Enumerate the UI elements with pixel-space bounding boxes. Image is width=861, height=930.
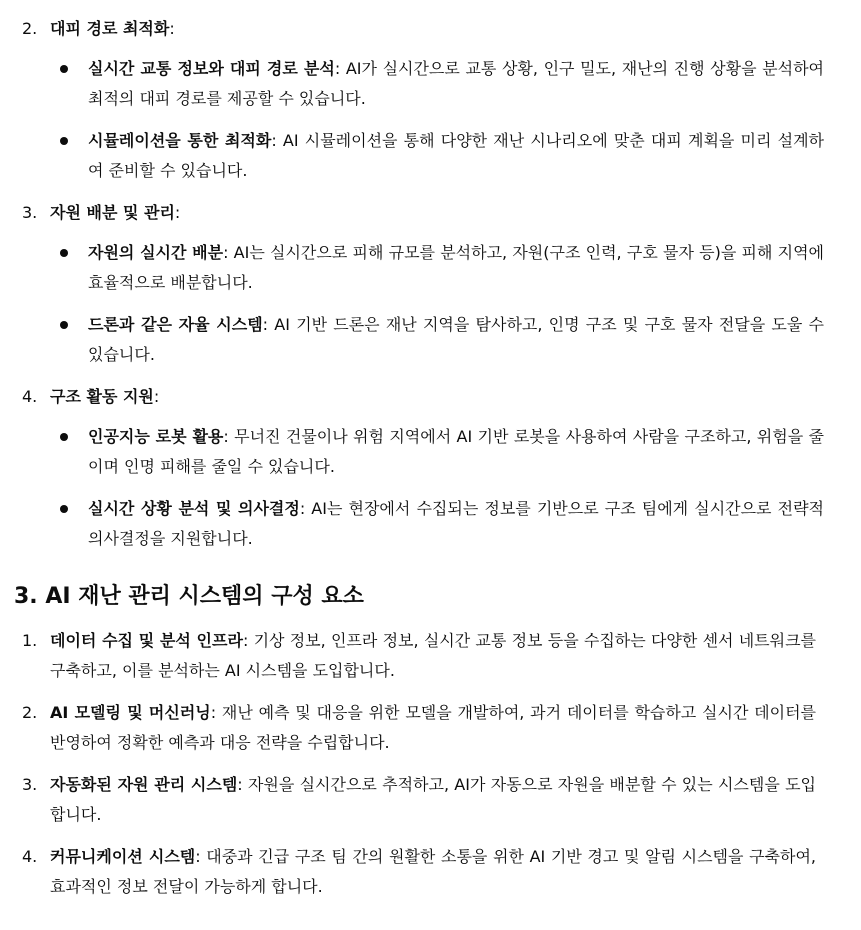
bullet-item bbox=[0, 126, 861, 188]
list-number: 2. bbox=[22, 703, 38, 722]
bullet-dot bbox=[60, 65, 68, 73]
list-item-heading bbox=[50, 382, 820, 412]
list-item-text bbox=[50, 626, 816, 686]
component-item bbox=[0, 698, 861, 760]
bullet-body: : 무너진 건물이나 위험 지역에서 AI 기반 로봇을 사용하여 사람을 구조하고, 위험을 줄이며 인명 피해를 줄일 수 있습니다. bbox=[88, 427, 824, 476]
list-item-title: 대피 경로 최적화 bbox=[50, 19, 170, 38]
bullet-text bbox=[88, 238, 824, 298]
list-item-body: : 자원을 실시간으로 추적하고, AI가 자동으로 자원을 배분할 수 있는 시스템을 도입합니다. bbox=[50, 775, 816, 824]
component-item bbox=[0, 626, 861, 688]
bullet-dot bbox=[60, 321, 68, 329]
bullet-title: 실시간 상황 분석 및 의사결정 bbox=[88, 499, 300, 518]
list-number: 4. bbox=[22, 847, 38, 866]
list-number: 3. bbox=[22, 203, 38, 222]
list-item-evacuation-route bbox=[0, 14, 861, 44]
list-item-body: : 재난 예측 및 대응을 위한 모델을 개발하여, 과거 데이터를 학습하고 실시간 데이터를 반영하여 정확한 예측과 대응 전략을 수립합니다. bbox=[50, 703, 817, 752]
bullet-text bbox=[88, 54, 824, 114]
bullet-dot bbox=[60, 137, 68, 145]
bullet-title: 실시간 교통 정보와 대피 경로 분석 bbox=[88, 59, 335, 78]
list-item-rescue-support bbox=[0, 382, 861, 412]
bullet-text bbox=[88, 422, 824, 482]
bullet-item bbox=[0, 238, 861, 300]
list-item-colon: : bbox=[174, 203, 181, 222]
list-item-title: 자동화된 자원 관리 시스템 bbox=[50, 775, 238, 794]
list-item-body: : 대중과 긴급 구조 팀 간의 원활한 소통을 위한 AI 기반 경고 및 알림 시스템을 구축하여, 효과적인 정보 전달이 가능하게 합니다. bbox=[50, 847, 816, 896]
bullet-body: : AI 기반 드론은 재난 지역을 탐사하고, 인명 구조 및 구호 물자 전달을 도울 수 있습니다. bbox=[88, 315, 824, 364]
list-item-resource-allocation bbox=[0, 198, 861, 228]
bullet-body: : AI는 실시간으로 피해 규모를 분석하고, 자원(구조 인력, 구호 물자 등)을 피해 지역에 효율적으로 배분합니다. bbox=[88, 243, 824, 292]
list-item-heading bbox=[50, 198, 820, 228]
list-item-title: AI 모델링 및 머신러닝 bbox=[50, 703, 211, 722]
list-number: 1. bbox=[22, 631, 38, 650]
component-item bbox=[0, 770, 861, 832]
list-item-title: 커뮤니케이션 시스템 bbox=[50, 847, 196, 866]
list-number: 3. bbox=[22, 775, 38, 794]
bullet-title: 시뮬레이션을 통한 최적화 bbox=[88, 131, 272, 150]
bullet-item bbox=[0, 494, 861, 556]
bullet-body: : AI 시뮬레이션을 통해 다양한 재난 시나리오에 맞춘 대피 계획을 미리 설계하여 준비할 수 있습니다. bbox=[88, 131, 824, 180]
bullet-title: 드론과 같은 자율 시스템 bbox=[88, 315, 263, 334]
list-item-colon: : bbox=[169, 19, 175, 38]
bullet-title: 자원의 실시간 배분 bbox=[88, 243, 224, 262]
bullet-body: : AI가 실시간으로 교통 상황, 인구 밀도, 재난의 진행 상황을 분석하여 최적의 대피 경로를 제공할 수 있습니다. bbox=[88, 59, 824, 108]
bullet-text bbox=[88, 126, 824, 186]
list-item-text bbox=[50, 842, 816, 902]
section-heading: 3. AI 재난 관리 시스템의 구성 요소 bbox=[14, 584, 364, 609]
list-item-text bbox=[50, 770, 816, 830]
bullet-text bbox=[88, 310, 824, 370]
list-item-title: 자원 배분 및 관리 bbox=[50, 203, 175, 222]
bullet-item bbox=[0, 54, 861, 116]
bullet-dot bbox=[60, 249, 68, 257]
list-item-title: 데이터 수집 및 분석 인프라 bbox=[50, 631, 243, 650]
bullet-dot bbox=[60, 433, 68, 441]
component-item bbox=[0, 842, 861, 904]
bullet-item bbox=[0, 310, 861, 372]
list-number: 4. bbox=[22, 387, 38, 406]
list-item-colon: : bbox=[153, 387, 160, 406]
list-item-heading bbox=[50, 14, 820, 44]
bullet-text bbox=[88, 494, 824, 554]
list-item-body: : 기상 정보, 인프라 정보, 실시간 교통 정보 등을 수집하는 다양한 센서 네트워크를 구축하고, 이를 분석하는 AI 시스템을 도입합니다. bbox=[50, 631, 816, 680]
bullet-dot bbox=[60, 505, 68, 513]
list-item-title: 구조 활동 지원 bbox=[50, 387, 154, 406]
bullet-item bbox=[0, 422, 861, 484]
bullet-body: : AI는 현장에서 수집되는 정보를 기반으로 구조 팀에게 실시간으로 전략적 의사결정을 지원합니다. bbox=[88, 499, 824, 548]
list-number: 2. bbox=[22, 19, 38, 38]
bullet-title: 인공지능 로봇 활용 bbox=[88, 427, 224, 446]
list-item-text bbox=[50, 698, 816, 758]
